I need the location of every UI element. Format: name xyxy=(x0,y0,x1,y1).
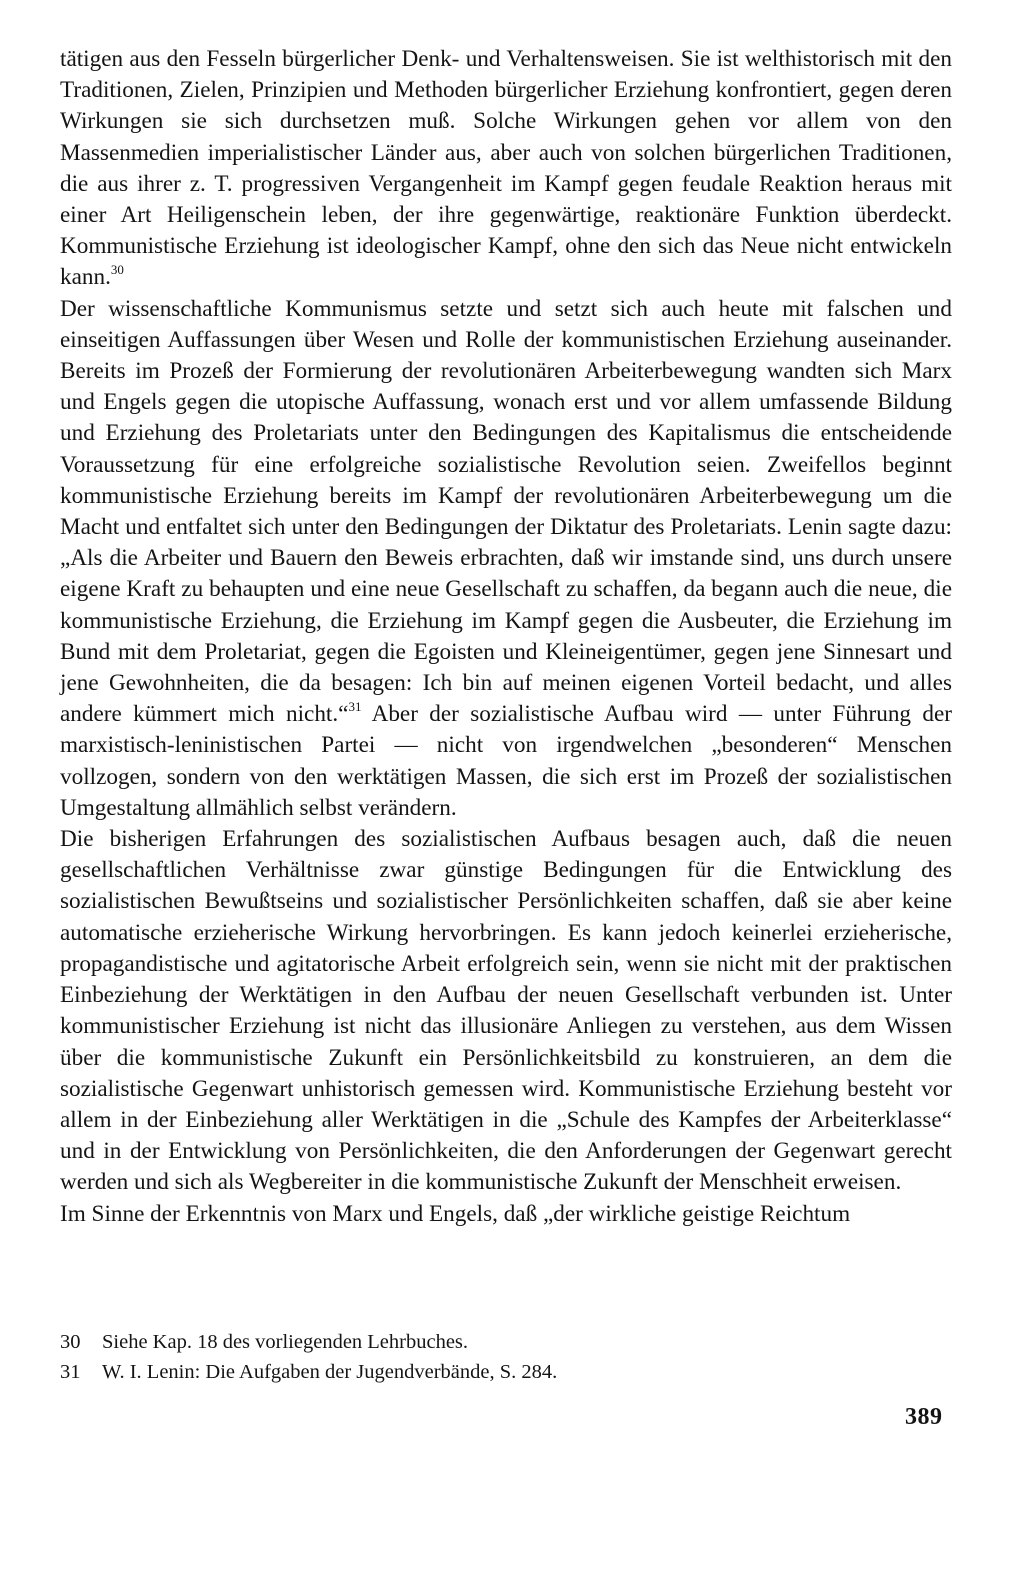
page-number: 389 xyxy=(905,1404,943,1430)
footnote-text: W. I. Lenin: Die Aufgaben der Jugendverbände, S. 284. xyxy=(102,1361,558,1383)
paragraph-4 xyxy=(60,1199,952,1230)
footnote-31 xyxy=(60,1357,952,1387)
footnotes xyxy=(60,1327,952,1387)
footnote-ref-30[interactable]: 30 xyxy=(110,261,124,277)
page-body xyxy=(60,44,952,1230)
paragraph-2 xyxy=(60,294,952,824)
paragraph-4-text: Im Sinne der Erkenntnis von Marx und Engels, daß „der wirkliche geistige Reichtum xyxy=(60,1200,851,1227)
footnote-number: 31 xyxy=(60,1361,81,1383)
paragraph-3-text: Die bisherigen Erfahrungen des sozialistischen Aufbaus besagen auch, daß die neuen gesellschaftlichen Verhältnisse zwar günstige Bedingungen für die Entwicklung des sozialistischen Bewußtseins und sozialistischer Persönlichkeiten schaffen, daß sie aber keine automatische erzieherische Wirkung hervorbringen. Es kann jedoch keinerlei erzieherische, propagandistische und agitatorische Arbeit erfolgreich sein, wenn sie nicht mit der praktischen Einbeziehung der Werktätigen in den Aufbau der neuen Gesellschaft verbunden ist. Unter kommunistischer Erziehung ist nicht das illusionäre Anliegen zu verstehen, aus dem Wissen über die kommunistische Zukunft ein Persönlichkeitsbild zu konstruieren, an dem die sozialistische Gegenwart unhistorisch gemessen wird. Kommunistische Erziehung besteht vor allem in der Einbeziehung aller Werktätigen in die „Schule des Kampfes der Arbeiterklasse“ und in der Entwicklung von Persönlichkeiten, die den Anforderungen der Gegenwart gerecht werden und sich als Wegbereiter in die kommunistische Zukunft der Menschheit erweisen. xyxy=(60,826,952,1196)
footnote-text: Siehe Kap. 18 des vorliegenden Lehrbuches. xyxy=(102,1331,469,1353)
paragraph-2-text-a: Der wissenschaftliche Kommunismus setzte und setzt sich auch heute mit falschen und einseitigen Auffassungen über Wesen und Rolle der kommunistischen Erziehung auseinander. Bereits im Prozeß der Formierung der revolutionären Arbeiterbewegung wandten sich Marx und Engels gegen die utopische Auffassung, wonach erst und vor allem umfassende Bildung und Erziehung des Proletariats unter den Bedingungen des Kapitalismus die entscheidende Voraussetzung für eine erfolgreiche sozialistische Revolution seien. Zweifellos beginnt kommunistische Erziehung bereits im Kampf der revolutionären Arbeiterbewegung um die Macht und entfaltet sich unter den Bedingungen der Diktatur des Proletariats. Lenin sagte dazu: „Als die Arbeiter und Bauern den Beweis erbrachten, daß wir imstande sind, uns durch unsere eigene Kraft zu behaupten und eine neue Gesellschaft zu schaffen, da begann auch die neue, die kommunistische Erziehung, die Erziehung im Kampf gegen die Ausbeuter, die Erziehung im Bund mit dem Proletariat, gegen die Egoisten und Kleineigentümer, gegen jene Sinnesart und jene Gewohnheiten, die da besagen: Ich bin auf meinen eigenen Vorteil bedacht, und alles andere kümmert mich nicht.“ xyxy=(60,295,952,728)
paragraph-2-text-b: Aber der sozialistische Aufbau wird — unter Führung der marxistisch-leninistischen Partei — nicht von irgendwelchen „besonderen“ Menschen vollzogen, sondern von den werktätigen Massen, die sich erst im Prozeß der sozialistischen Umgestaltung allmählich selbst verändern. xyxy=(60,701,952,821)
paragraph-1 xyxy=(60,44,952,294)
footnote-ref-31[interactable]: 31 xyxy=(348,698,362,714)
paragraph-1-text: tätigen aus den Fesseln bürgerlicher Denk- und Verhaltensweisen. Sie ist welthistorisch mit den Traditionen, Zielen, Prinzipien und Methoden bürgerlicher Erziehung konfrontiert, gegen deren Wirkungen sie sich durchsetzen muß. Solche Wirkungen gehen vor allem von den Massenmedien imperialistischer Länder aus, aber auch von solchen bürgerlichen Traditionen, die aus ihrer z. T. progressiven Vergangenheit im Kampf gegen feudale Reaktion heraus mit einer Art Heiligenschein leben, der ihre gegenwärtige, reaktionäre Funktion überdeckt. Kommunistische Erziehung ist ideologischer Kampf, ohne den sich das Neue nicht entwickeln kann. xyxy=(60,46,952,291)
footnote-number: 30 xyxy=(60,1331,81,1353)
footnote-30 xyxy=(60,1327,952,1357)
main-text xyxy=(60,44,952,1230)
paragraph-3 xyxy=(60,824,952,1198)
